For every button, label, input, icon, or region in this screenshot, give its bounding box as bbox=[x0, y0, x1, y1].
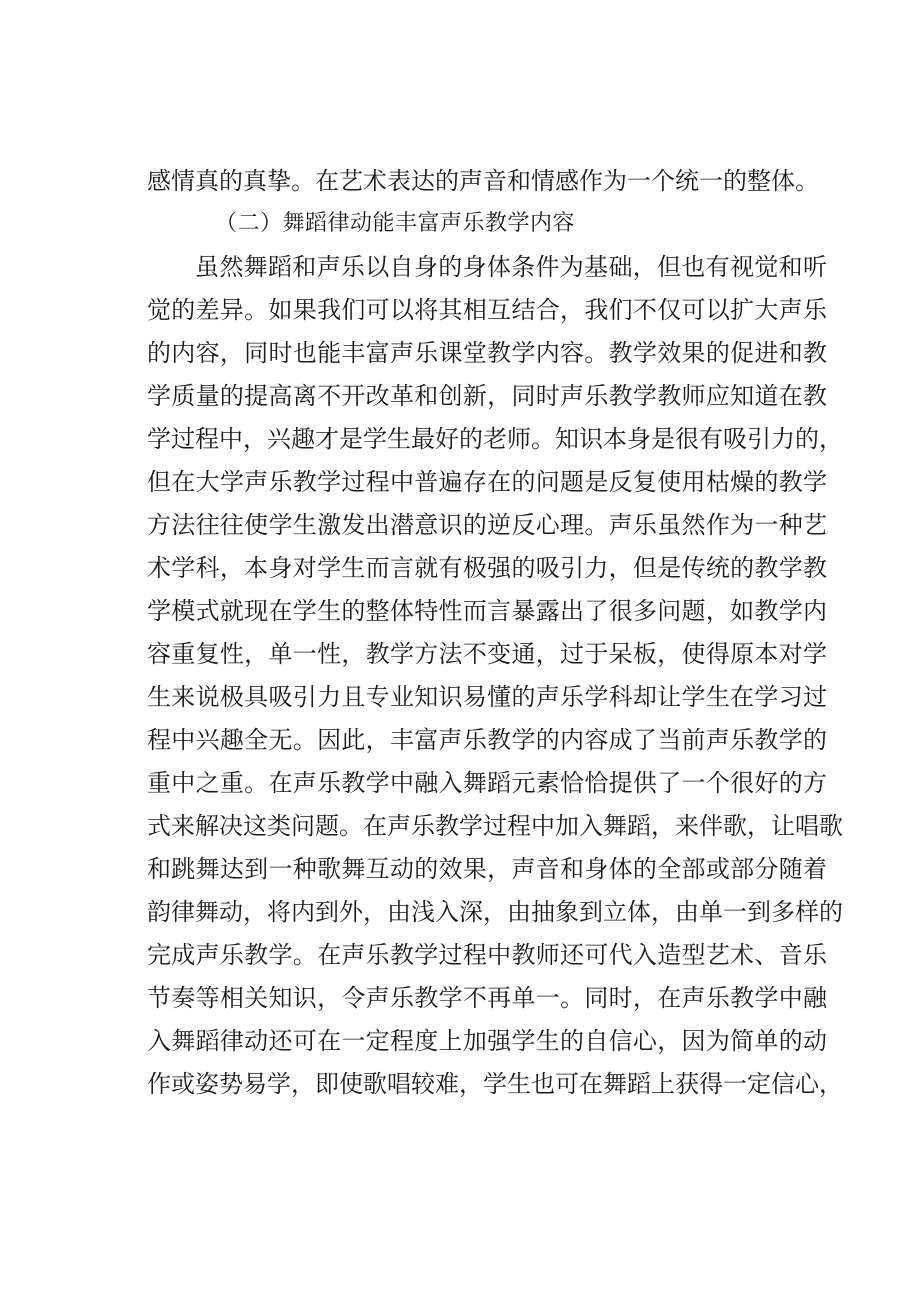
paragraph-line: 方法往往使学生激发出潜意识的逆反心理。声乐虽然作为一种艺 bbox=[147, 511, 827, 539]
paragraph-line: 虽然舞蹈和声乐以自身的身体条件为基础，但也有视觉和听 bbox=[195, 253, 827, 281]
paragraph-line: 容重复性，单一性，教学方法不变通，过于呆板，使得原本对学 bbox=[147, 640, 827, 668]
paragraph-line: 的内容，同时也能丰富声乐课堂教学内容。教学效果的促进和教 bbox=[147, 339, 827, 367]
paragraph-line: 入舞蹈律动还可在一定程度上加强学生的自信心，因为简单的动 bbox=[147, 1027, 827, 1055]
paragraph-line: 式来解决这类问题。在声乐教学过程中加入舞蹈，来伴歌，让唱歌 bbox=[147, 812, 843, 840]
paragraph-line: 学模式就现在学生的整体特性而言暴露出了很多问题，如教学内 bbox=[147, 597, 827, 625]
paragraph-line: 韵律舞动，将内到外，由浅入深，由抽象到立体，由单一到多样的 bbox=[147, 898, 843, 926]
paragraph-line: 作或姿势易学，即使歌唱较难，学生也可在舞蹈上获得一定信心， bbox=[147, 1070, 843, 1098]
paragraph-line: 学过程中，兴趣才是学生最好的老师。知识本身是很有吸引力的， bbox=[147, 425, 843, 453]
paragraph-line: 重中之重。在声乐教学中融入舞蹈元素恰恰提供了一个很好的方 bbox=[147, 769, 827, 797]
section-heading: （二）舞蹈律动能丰富声乐教学内容 bbox=[215, 211, 576, 236]
paragraph-line: 节奏等相关知识，令声乐教学不再单一。同时，在声乐教学中融 bbox=[147, 984, 827, 1012]
paragraph-line: 觉的差异。如果我们可以将其相互结合，我们不仅可以扩大声乐 bbox=[147, 296, 827, 324]
paragraph-line: 但在大学声乐教学过程中普遍存在的问题是反复使用枯燥的教学 bbox=[147, 468, 827, 496]
paragraph-line: 生来说极具吸引力且专业知识易懂的声乐学科却让学生在学习过 bbox=[147, 683, 827, 711]
paragraph-line: 完成声乐教学。在声乐教学过程中教师还可代入造型艺术、音乐 bbox=[147, 941, 827, 969]
opening-line: 感情真的真挚。在艺术表达的声音和情感作为一个统一的整体。 bbox=[147, 167, 819, 195]
paragraph-line: 程中兴趣全无。因此，丰富声乐教学的内容成了当前声乐教学的 bbox=[147, 726, 827, 754]
paragraph-line: 术学科，本身对学生而言就有极强的吸引力，但是传统的教学教 bbox=[147, 554, 827, 582]
paragraph-line: 和跳舞达到一种歌舞互动的效果，声音和身体的全部或部分随着 bbox=[147, 855, 827, 883]
paragraph-line: 学质量的提高离不开改革和创新，同时声乐教学教师应知道在教 bbox=[147, 382, 827, 410]
